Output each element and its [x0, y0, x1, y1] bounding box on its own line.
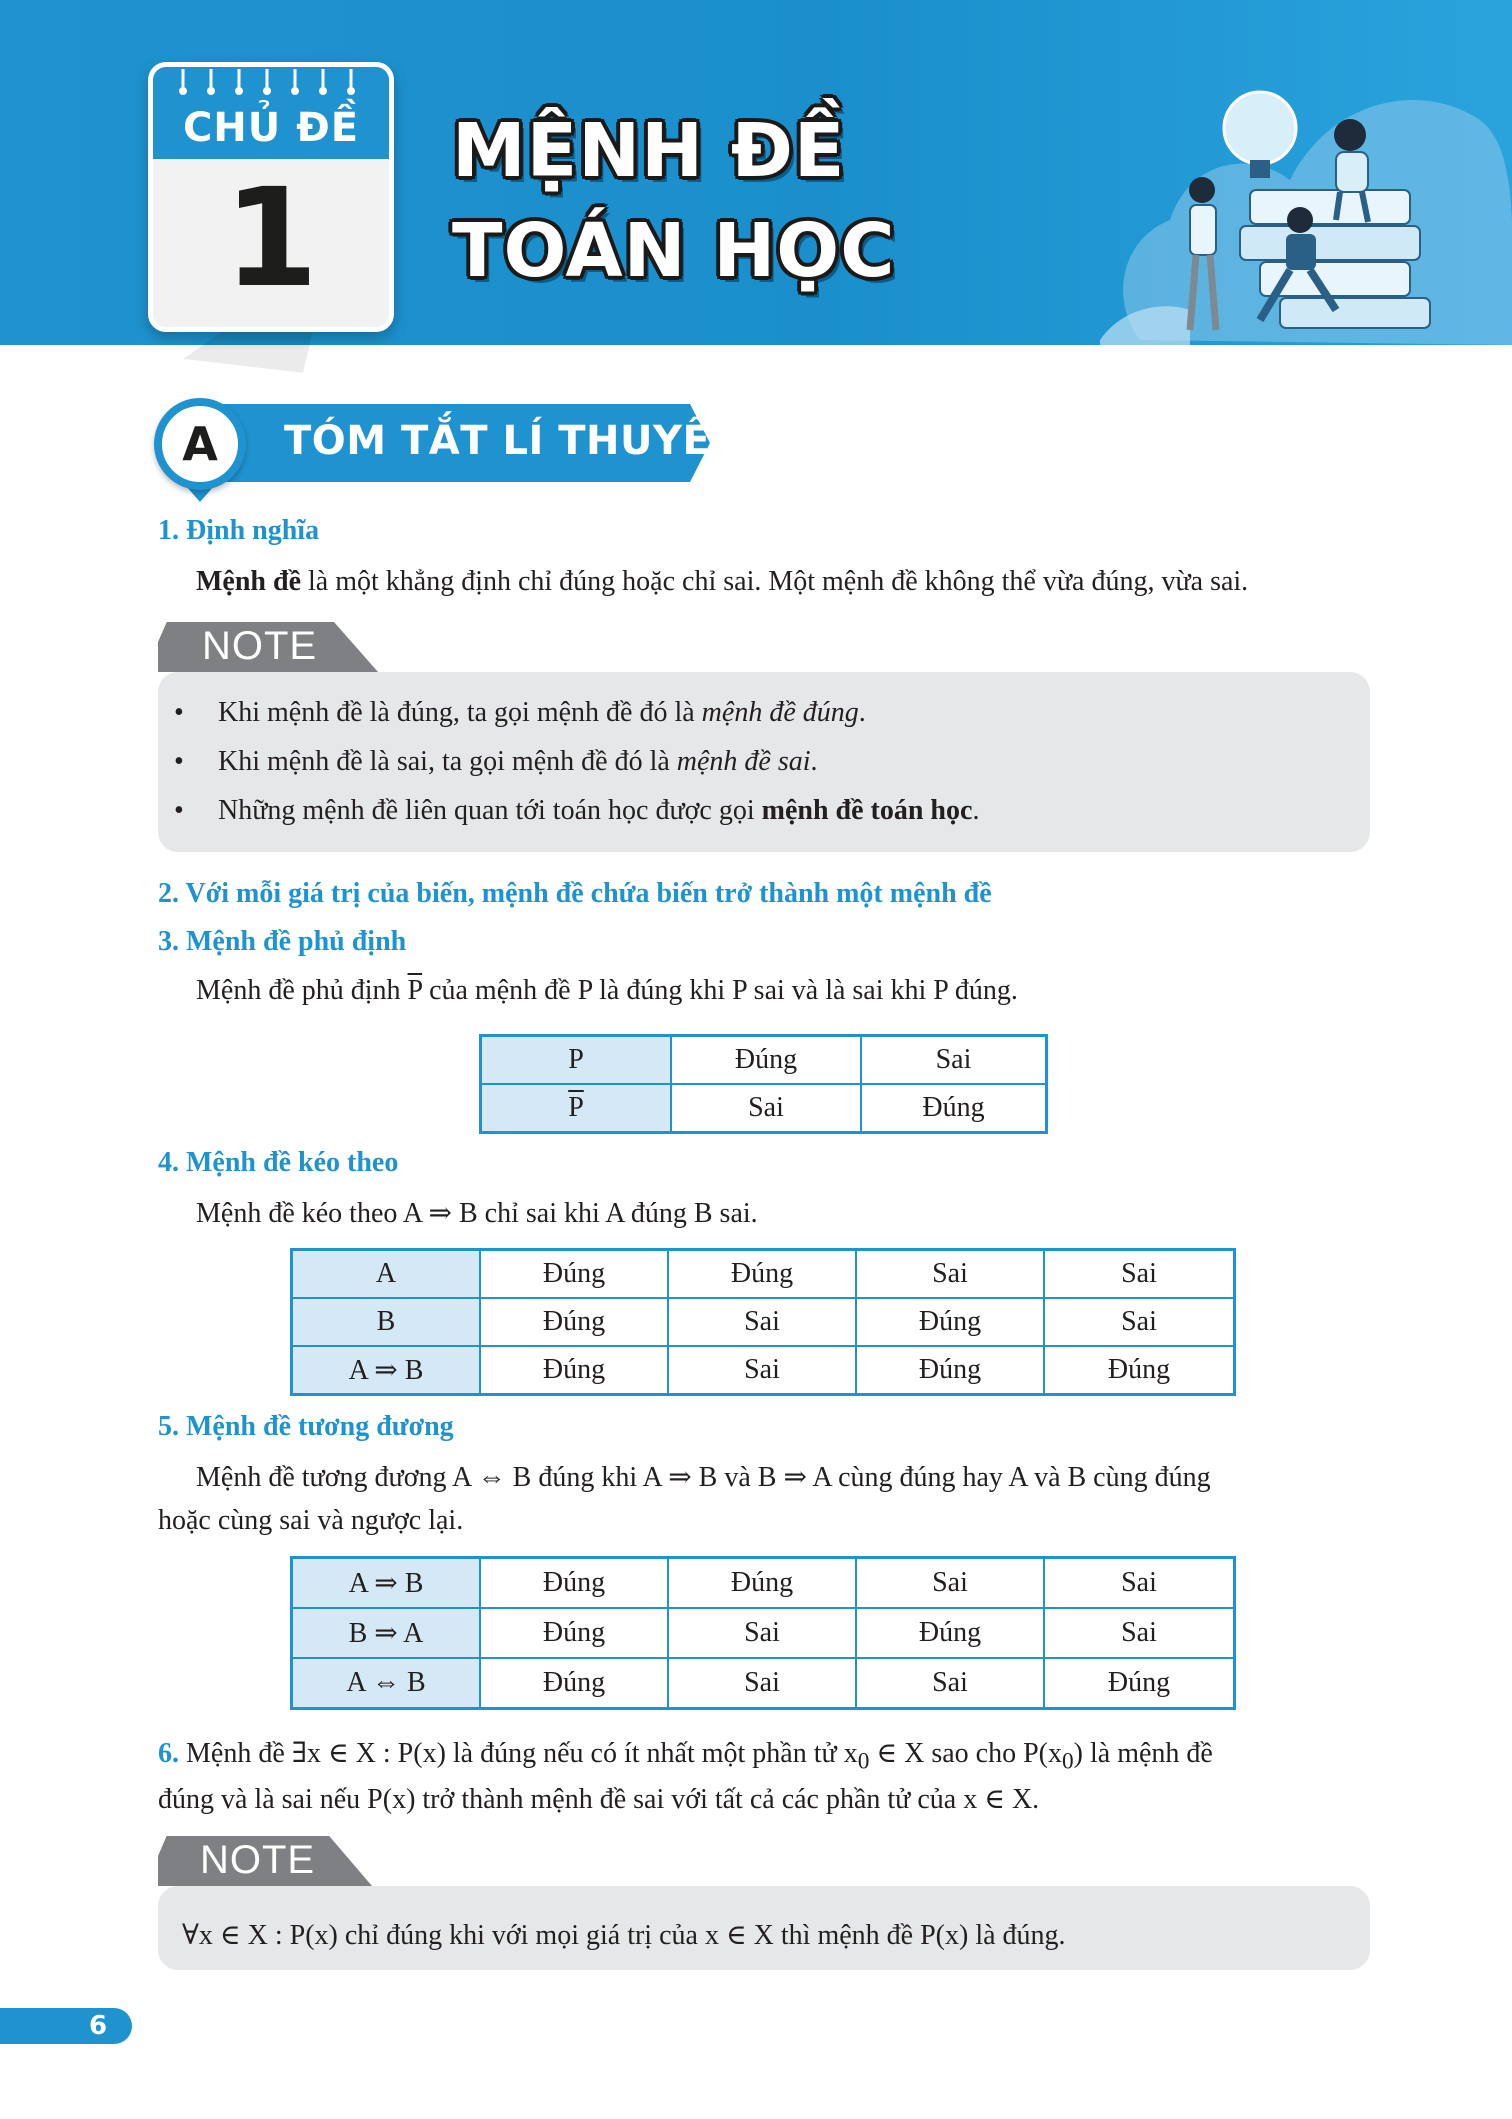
table-cell: Đúng: [856, 1298, 1044, 1346]
table-cell: Đúng: [668, 1250, 856, 1299]
note1-bullet-3: • Những mệnh đề liên quan tới toán học được gọi mệnh đề toán học.: [174, 795, 980, 826]
table-cell: Sai: [856, 1558, 1044, 1609]
bullet-dot-icon: •: [174, 697, 184, 728]
note1-bullet-2: • Khi mệnh đề là sai, ta gọi mệnh đề đó là mệnh đề sai.: [174, 746, 818, 777]
table-cell: $\overline{P}$: [481, 1084, 672, 1133]
table-row: [292, 1346, 1235, 1395]
heading-variable-proposition: 2. Với mỗi giá trị của biến, mệnh đề chứa biến trở thành một mệnh đề: [158, 878, 992, 909]
table-cell: Sai: [668, 1658, 856, 1709]
bullet-dot-icon: •: [174, 795, 184, 826]
existential-paragraph-line1: 6. Mệnh đề ∃x ∈ X : P(x) là đúng nếu có ít nhất một phần tử $x_0$ ∈ X sao cho $P(x_0)$ là mệnh đề: [158, 1738, 1213, 1775]
table-row: [481, 1084, 1047, 1133]
table-cell: P: [481, 1036, 672, 1085]
chapter-number: 1: [223, 160, 319, 318]
table-cell: Đúng: [480, 1346, 668, 1395]
table-cell: Sai: [1044, 1250, 1235, 1299]
definition-text: là một khẳng định chỉ đúng hoặc chỉ sai. Một mệnh đề không thể vừa đúng, vừa sai.: [301, 566, 1249, 597]
table-cell: Đúng: [671, 1036, 861, 1085]
section-a-title: TÓM TẮT LÍ THUYẾT: [284, 418, 739, 464]
heading-implication: 4. Mệnh đề kéo theo: [158, 1147, 399, 1178]
table-cell: Sai: [668, 1298, 856, 1346]
table-cell: Đúng: [480, 1608, 668, 1658]
table-cell: Đúng: [856, 1346, 1044, 1395]
note2-text: ∀x ∈ X : P(x) chỉ đúng khi với mọi giá trị của x ∈ X thì mệnh đề P(x) là đúng.: [182, 1920, 1066, 1951]
negation-truth-table: [479, 1034, 1048, 1134]
students-reading-illustration: [1100, 40, 1512, 345]
table-cell: Sai: [668, 1608, 856, 1658]
table-cell: Đúng: [1044, 1346, 1235, 1395]
table-cell: A ⇒ B: [292, 1346, 481, 1395]
table-row: [292, 1558, 1235, 1609]
chapter-title-line1: MỆNH ĐỀ: [452, 108, 846, 194]
negation-paragraph: Mệnh đề phủ định $\overline{P}$ của mệnh đề P là đúng khi P sai và là sai khi P đúng.: [196, 975, 1018, 1006]
heading-definition: 1. Định nghĩa: [158, 515, 320, 546]
note-label-2: NOTE: [200, 1838, 316, 1882]
table-row: [481, 1036, 1047, 1085]
table-cell: Sai: [671, 1084, 861, 1133]
table-cell: Đúng: [480, 1250, 668, 1299]
calendar-rings-icon: [175, 62, 375, 97]
note-label-1: NOTE: [202, 624, 318, 668]
term-menh-de: Mệnh đề: [196, 566, 301, 597]
equivalence-truth-table: [290, 1556, 1236, 1710]
existential-paragraph-line2: đúng và là sai nếu P(x) trở thành mệnh đề sai với tất cả các phần tử của x ∈ X.: [158, 1784, 1040, 1815]
table-row: [292, 1608, 1235, 1658]
chapter-title-line2: TOÁN HỌC: [452, 208, 896, 294]
definition-paragraph: [196, 566, 1248, 598]
heading-negation: 3. Mệnh đề phủ định: [158, 926, 407, 957]
table-row: [292, 1298, 1235, 1346]
table-cell: Đúng: [861, 1084, 1047, 1133]
table-cell: B: [292, 1298, 481, 1346]
table-cell: Đúng: [480, 1558, 668, 1609]
note1-bullet-1: • Khi mệnh đề là đúng, ta gọi mệnh đề đó là mệnh đề đúng.: [174, 697, 866, 728]
table-cell: A: [292, 1250, 481, 1299]
table-cell: Sai: [1044, 1298, 1235, 1346]
table-cell: Đúng: [1044, 1658, 1235, 1709]
table-cell: Sai: [1044, 1608, 1235, 1658]
table-cell: B ⇒ A: [292, 1608, 481, 1658]
table-cell: Đúng: [856, 1608, 1044, 1658]
page-number: 6: [88, 2011, 108, 2041]
table-cell: A ⇔ B: [292, 1658, 481, 1709]
equivalence-paragraph-line1: Mệnh đề tương đương A ⇔ B đúng khi A ⇒ B và B ⇒ A cùng đúng hay A và B cùng đúng: [196, 1462, 1211, 1493]
chapter-calendar: [148, 62, 394, 332]
table-cell: Sai: [668, 1346, 856, 1395]
heading-equivalence: 5. Mệnh đề tương đương: [158, 1411, 454, 1442]
equivalence-paragraph-line2: hoặc cùng sai và ngược lại.: [158, 1505, 464, 1536]
section-a-letter: A: [182, 417, 218, 471]
table-cell: Sai: [861, 1036, 1047, 1085]
table-cell: Đúng: [480, 1658, 668, 1709]
table-cell: A ⇒ B: [292, 1558, 481, 1609]
table-cell: Đúng: [668, 1558, 856, 1609]
table-cell: Đúng: [480, 1298, 668, 1346]
table-cell: Sai: [856, 1658, 1044, 1709]
implication-paragraph: Mệnh đề kéo theo A ⇒ B chỉ sai khi A đúng B sai.: [196, 1198, 758, 1229]
table-row: [292, 1250, 1235, 1299]
chapter-label: CHỦ ĐỀ: [182, 105, 360, 151]
implication-truth-table: [290, 1248, 1236, 1396]
table-cell: Sai: [1044, 1558, 1235, 1609]
table-row: [292, 1658, 1235, 1709]
table-cell: Sai: [856, 1250, 1044, 1299]
bullet-dot-icon: •: [174, 746, 184, 777]
